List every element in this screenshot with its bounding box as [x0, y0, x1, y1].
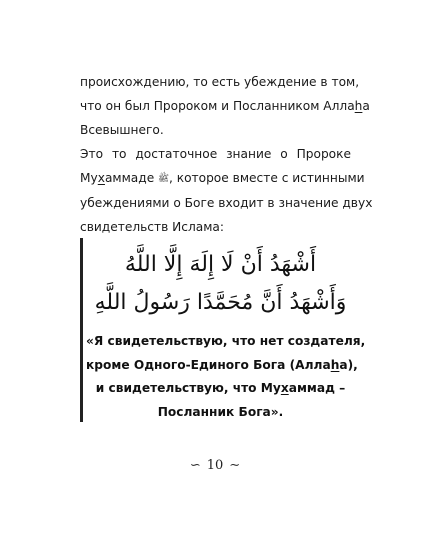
shahada-arabic-line-2: وَأَشْهَدُ أَنَّ مُحَمَّدًا رَسُولُ اللَّهِ	[94, 290, 347, 315]
shahada-blockquote	[80, 238, 366, 422]
ornament-right-icon: ∼	[229, 458, 241, 473]
translation-line	[86, 354, 358, 378]
underlined-letter: х	[280, 381, 289, 395]
text-span: Му	[80, 171, 98, 185]
page-number: 10	[206, 458, 224, 473]
underlined-letter: h	[354, 99, 363, 113]
ornament-left-icon: ∽	[189, 458, 201, 473]
paragraph-prophethood	[80, 70, 370, 142]
text-span: а),	[339, 357, 358, 372]
shahada-translation	[86, 330, 366, 424]
text-line: происхождению, то есть убеждение в том,	[80, 75, 360, 89]
text-span: аммаде	[104, 171, 155, 185]
text-line: Всевышнего.	[80, 123, 164, 137]
translation-line	[86, 377, 355, 401]
translation-line: «Я свидетельствую, что нет создателя,	[86, 334, 366, 348]
paragraph-sufficient-knowledge	[80, 142, 373, 239]
text-line: свидетельств Ислама:	[80, 220, 225, 234]
text-span: и свидетельствую, что Му	[95, 381, 281, 395]
text-span: а	[362, 99, 370, 113]
salawat-symbol: ﷺ	[158, 174, 169, 184]
text-span: , которое вместе с истинными	[168, 171, 365, 185]
text-span: аммад –	[288, 381, 346, 395]
text-line: Это то достаточное знание о Пророке	[80, 147, 351, 161]
translation-line: Посланник Бога».	[157, 404, 284, 419]
page-footer	[0, 458, 430, 473]
text-line	[80, 94, 370, 118]
underlined-letter: h	[330, 357, 340, 372]
text-span: что он был Пророком и Посланником Алла	[80, 99, 355, 113]
underlined-letter: х	[97, 171, 105, 185]
text-line	[80, 166, 365, 191]
shahada-arabic-line-1: أَشْهَدُ أَنْ لَا إِلَهَ إِلَّا اللَّهُ	[124, 252, 317, 277]
text-line: убеждениями о Боге входит в значение двух	[80, 196, 373, 210]
text-span: кроме Одного-Единого Бога (Алла	[86, 357, 331, 372]
